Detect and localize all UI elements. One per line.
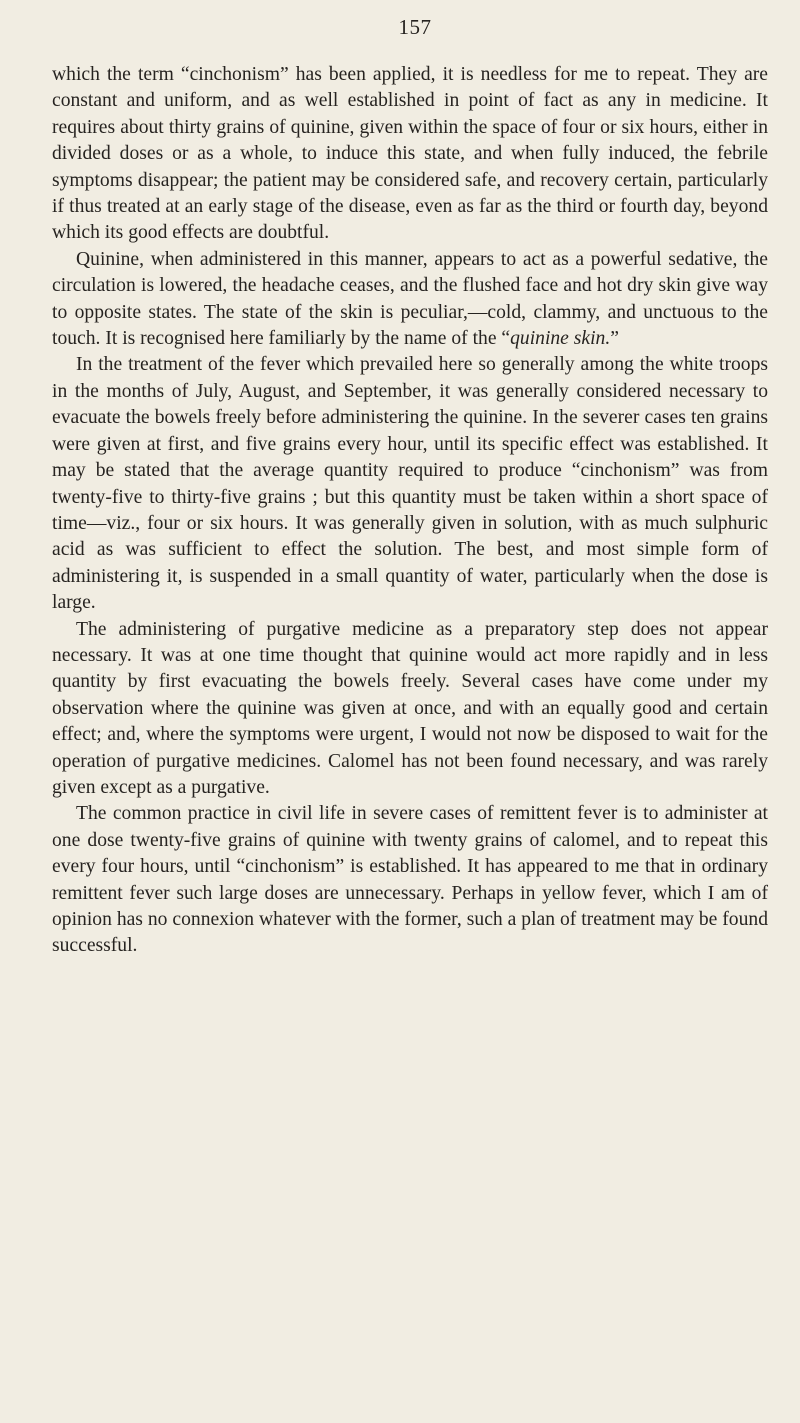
paragraph-1-text: which the term “cinchonism” has been applied, it is needless for me to repeat. They are constant and uniform, and as well established in point of fact as any in medicine. It requires about thirty grains of quinine, given within the space of four or six hours, either in divided doses or as a whole, to induce this state, and when fully induced, the febrile symptoms disappear; the patient may be considered safe, and recovery certain, particularly if thus treated at an early stage of the disease, even as far as the third or fourth day, beyond which its good effects are doubtful. <box>52 64 768 244</box>
paragraph-2-text: Quinine, when administered in this manner, appears to act as a powerful sedative, the circulation is lowered, the headache ceases, and the flushed face and hot dry skin give way to opposite states. The state of the skin is peculiar,—cold, clammy, and unctuous to the touch. It is recognised here familiarly by the name of the “ <box>52 248 768 350</box>
paragraph-2-closing-quote: ” <box>610 328 619 350</box>
paragraph-3 <box>52 352 768 616</box>
paragraph-1 <box>52 62 768 247</box>
paragraph-3-text: In the treatment of the fever which prevailed here so generally among the white troops in the months of July, August, and September, it was generally considered necessary to evacuate the bowels freely before administering the quinine. In the severer cases ten grains were given at first, and five grains every hour, until its specific effect was established. It may be stated that the average quantity required to produce “cinchonism” was from twenty-five to thirty-five grains ; but this quantity must be taken within a short space of time—viz., four or six hours. It was generally given in solution, with as much sulphuric acid as was sufficient to effect the solution. The best, and most simple form of administering it, is suspended in a small quantity of water, particularly when the dose is large. <box>52 354 768 614</box>
paragraph-4-text: The administering of purgative medicine as a preparatory step does not appear necessary. It was at one time thought that quinine would act more rapidly and in less quantity by first evacuating the bowels freely. Several cases have come under my observation where the quinine was given at once, and with an equally good and certain effect; and, where the symptoms were urgent, I would not now be disposed to wait for the operation of purgative medicines. Calomel has not been found necessary, and was rarely given except as a purgative. <box>52 618 768 798</box>
page-number: 157 <box>398 15 432 39</box>
paragraph-5-text: The common practice in civil life in severe cases of remittent fever is to administer at one dose twenty-five grains of quinine with twenty grains of calomel, and to repeat this every four hours, until “cinchonism” is established. It has appeared to me that in ordinary remittent fever such large doses are unnecessary. Perhaps in yellow fever, which I am of opinion has no connexion whatever with the former, such a plan of treatment may be found successful. <box>52 803 768 957</box>
body-text <box>52 62 768 960</box>
quinine-skin-term: quinine skin. <box>510 328 611 350</box>
paragraph-4 <box>52 617 768 802</box>
paragraph-5 <box>52 801 768 959</box>
paragraph-2 <box>52 247 768 353</box>
